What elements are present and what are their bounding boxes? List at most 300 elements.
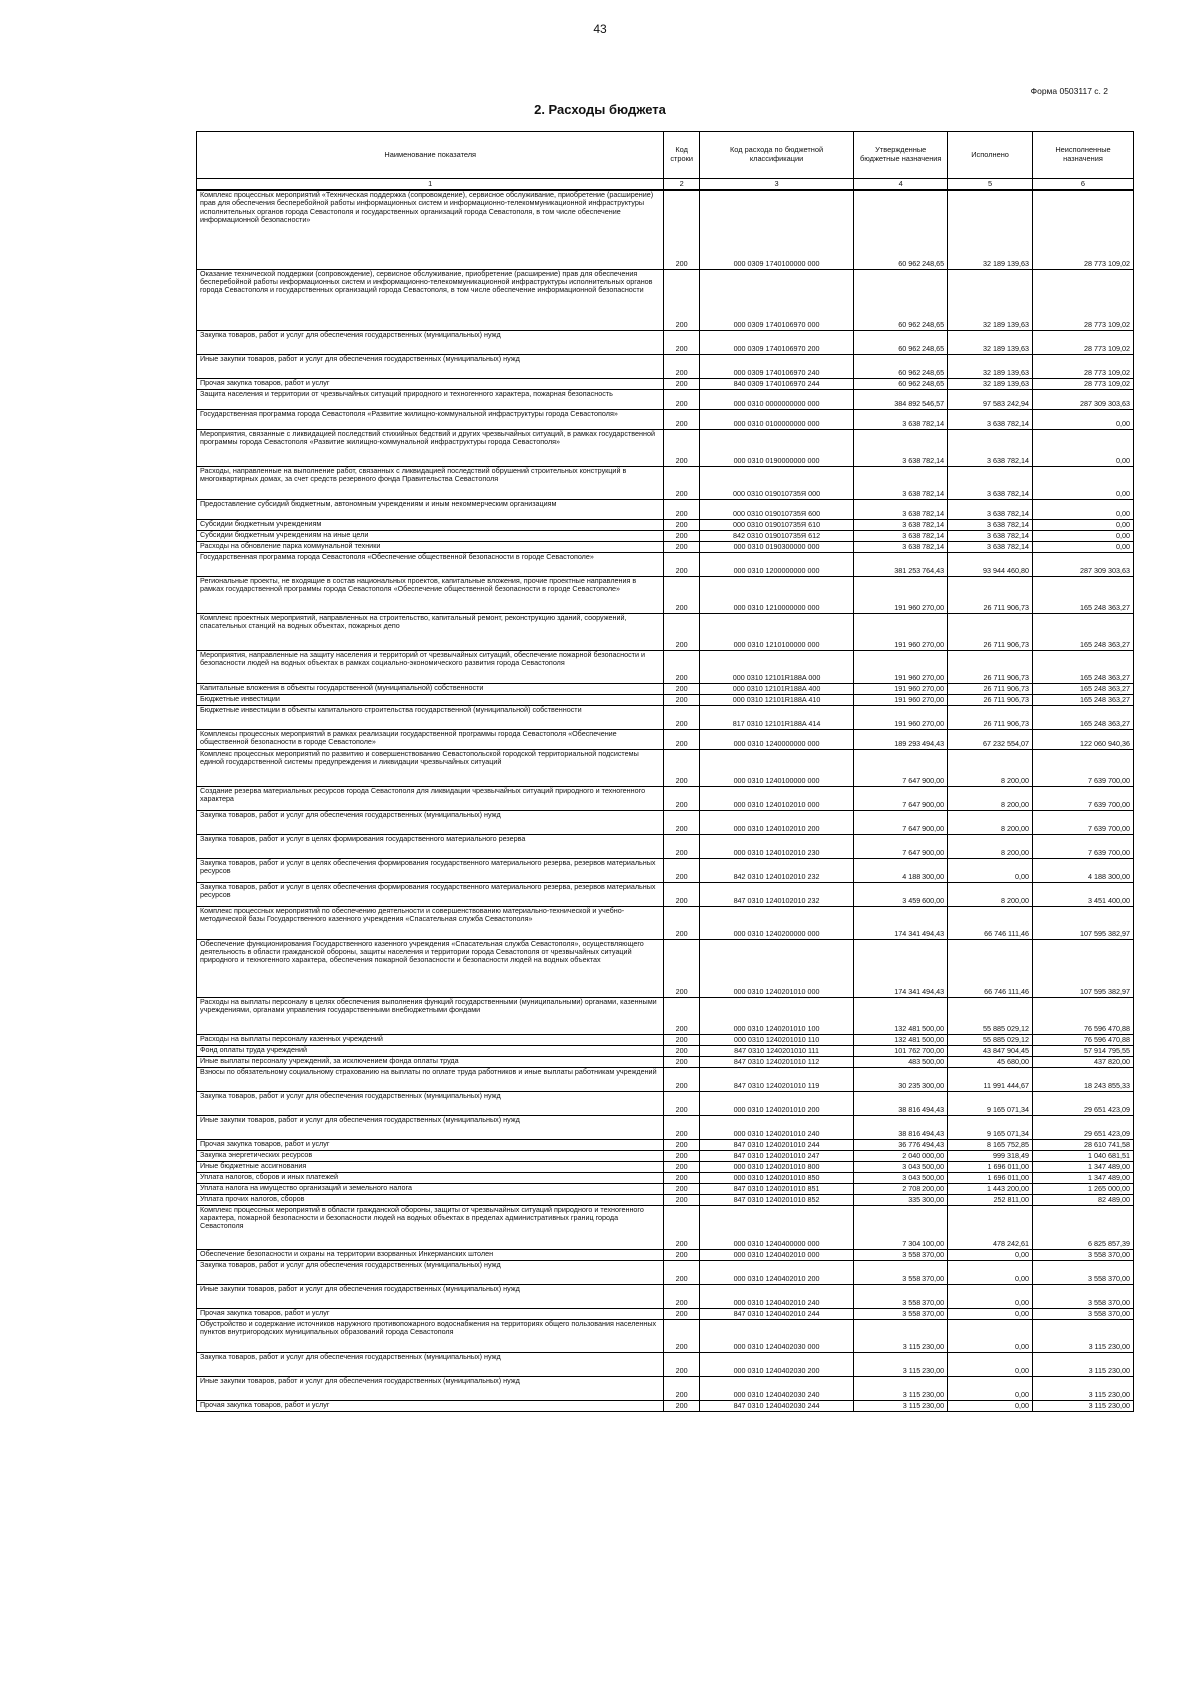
table-row: [197, 1194, 1134, 1205]
row-line-code: 200: [664, 466, 699, 499]
row-name: Закупка товаров, работ и услуг в целях обеспечения формирования государственного материального резерва, резервов материальных ресурсов: [197, 882, 664, 906]
table-row: [197, 882, 1134, 906]
row-executed: 26 711 906,73: [948, 576, 1033, 613]
row-executed: 0,00: [948, 1376, 1033, 1400]
row-name: Иные закупки товаров, работ и услуг для обеспечения государственных (муниципальных) нужд: [197, 354, 664, 378]
row-line-code: 200: [664, 354, 699, 378]
row-approved: 3 638 782,14: [854, 530, 948, 541]
row-approved: 191 960 270,00: [854, 683, 948, 694]
row-name: Защита населения и территории от чрезвычайных ситуаций природного и техногенного характера, пожарная безопасность: [197, 389, 664, 409]
row-classification-code: 817 0310 12101R188A 414: [699, 705, 853, 729]
row-line-code: 200: [664, 858, 699, 882]
row-executed: 11 991 444,67: [948, 1067, 1033, 1091]
row-approved: 60 962 248,65: [854, 354, 948, 378]
row-name: Иные бюджетные ассигнования: [197, 1161, 664, 1172]
row-executed: 1 443 200,00: [948, 1183, 1033, 1194]
row-line-code: 200: [664, 1067, 699, 1091]
row-name: Комплекс процессных мероприятий по развитию и совершенствованию Севастопольской городской территориальной подсистемы единой государственной системы предупреждения и ликвидации чрезвычайных ситуаций: [197, 749, 664, 786]
row-name: Мероприятия, направленные на защиту населения и территорий от чрезвычайных ситуаций, обеспечение пожарной безопасности и безопасности людей на водных объектах в рамках социально-экономического развития города Севастополя: [197, 650, 664, 683]
row-name: Комплекс процессных мероприятий по обеспечению деятельности и совершенствованию материально-технической и учебно-методической базы Государственного казенного учреждения «Спасательная служба Севастополя»: [197, 906, 664, 939]
row-unexecuted: 82 489,00: [1032, 1194, 1133, 1205]
row-unexecuted: 0,00: [1032, 409, 1133, 429]
row-unexecuted: 29 651 423,09: [1032, 1115, 1133, 1139]
table-row: [197, 1115, 1134, 1139]
row-classification-code: 000 0310 0190300000 000: [699, 541, 853, 552]
row-executed: 32 189 139,63: [948, 354, 1033, 378]
row-unexecuted: 287 309 303,63: [1032, 552, 1133, 576]
row-classification-code: 000 0310 1240201010 240: [699, 1115, 853, 1139]
row-name: Закупка товаров, работ и услуг для обеспечения государственных (муниципальных) нужд: [197, 1352, 664, 1376]
row-line-code: 200: [664, 1249, 699, 1260]
row-executed: 26 711 906,73: [948, 650, 1033, 683]
header-approved: Утвержденные бюджетные назначения: [854, 132, 948, 179]
row-name: Иные выплаты персоналу учреждений, за исключением фонда оплаты труда: [197, 1056, 664, 1067]
row-line-code: 200: [664, 1260, 699, 1284]
row-approved: 60 962 248,65: [854, 378, 948, 389]
row-unexecuted: 3 115 230,00: [1032, 1319, 1133, 1352]
table-row: [197, 1034, 1134, 1045]
row-line-code: 200: [664, 683, 699, 694]
row-name: Бюджетные инвестиции: [197, 694, 664, 705]
row-name: Уплата налогов, сборов и иных платежей: [197, 1172, 664, 1183]
row-executed: 66 746 111,46: [948, 906, 1033, 939]
row-name: Уплата налога на имущество организаций и земельного налога: [197, 1183, 664, 1194]
table-row: [197, 705, 1134, 729]
row-unexecuted: 0,00: [1032, 519, 1133, 530]
table-row: [197, 1139, 1134, 1150]
row-classification-code: 000 0310 1240000000 000: [699, 729, 853, 749]
row-executed: 3 638 782,14: [948, 541, 1033, 552]
table-row: [197, 683, 1134, 694]
row-approved: 4 188 300,00: [854, 858, 948, 882]
row-line-code: 200: [664, 1376, 699, 1400]
row-executed: 0,00: [948, 1308, 1033, 1319]
row-name: Создание резерва материальных ресурсов города Севастополя для ликвидации чрезвычайных ситуаций природного и техногенного характера: [197, 786, 664, 810]
row-name: Закупка товаров, работ и услуг для обеспечения государственных (муниципальных) нужд: [197, 1091, 664, 1115]
row-executed: 32 189 139,63: [948, 378, 1033, 389]
row-name: Закупка товаров, работ и услуг для обеспечения государственных (муниципальных) нужд: [197, 810, 664, 834]
row-line-code: 200: [664, 1194, 699, 1205]
header-unexecuted: Неисполненные назначения: [1032, 132, 1133, 179]
row-approved: 132 481 500,00: [854, 997, 948, 1034]
row-unexecuted: 28 773 109,02: [1032, 190, 1133, 269]
row-line-code: 200: [664, 429, 699, 466]
row-approved: 174 341 494,43: [854, 906, 948, 939]
row-executed: 9 165 071,34: [948, 1115, 1033, 1139]
row-name: Субсидии бюджетным учреждениям: [197, 519, 664, 530]
row-classification-code: 842 0310 1240102010 232: [699, 858, 853, 882]
form-code: Форма 0503117 с. 2: [1030, 86, 1108, 96]
row-name: Иные закупки товаров, работ и услуг для обеспечения государственных (муниципальных) нужд: [197, 1376, 664, 1400]
row-approved: 38 816 494,43: [854, 1091, 948, 1115]
row-line-code: 200: [664, 1139, 699, 1150]
row-unexecuted: 3 115 230,00: [1032, 1352, 1133, 1376]
row-line-code: 200: [664, 499, 699, 519]
row-unexecuted: 18 243 855,33: [1032, 1067, 1133, 1091]
row-classification-code: 000 0310 12101R188A 410: [699, 694, 853, 705]
budget-expenses-table: [196, 131, 1134, 1412]
table-row: [197, 1205, 1134, 1249]
row-classification-code: 000 0310 12101R188A 400: [699, 683, 853, 694]
row-unexecuted: 7 639 700,00: [1032, 786, 1133, 810]
row-line-code: 200: [664, 1183, 699, 1194]
row-name: Прочая закупка товаров, работ и услуг: [197, 378, 664, 389]
row-line-code: 200: [664, 1091, 699, 1115]
table-row: [197, 939, 1134, 997]
table-row: [197, 499, 1134, 519]
table-row: [197, 552, 1134, 576]
row-approved: 3 558 370,00: [854, 1308, 948, 1319]
row-executed: 1 696 011,00: [948, 1161, 1033, 1172]
row-line-code: 200: [664, 1400, 699, 1411]
row-approved: 3 459 600,00: [854, 882, 948, 906]
row-classification-code: 000 0310 019010735Я 600: [699, 499, 853, 519]
row-classification-code: 000 0310 1240402010 240: [699, 1284, 853, 1308]
row-approved: 3 638 782,14: [854, 409, 948, 429]
table-row: [197, 1319, 1134, 1352]
row-executed: 26 711 906,73: [948, 705, 1033, 729]
row-name: Обустройство и содержание источников наружного противопожарного водоснабжения на территориях общего пользования населенных пунктов внутригородских муниципальных образований города Севастополя: [197, 1319, 664, 1352]
row-name: Расходы на выплаты персоналу в целях обеспечения выполнения функций государственными (муниципальными) органами, казенными учреждениями, органами управления государственными внебюджетными фондами: [197, 997, 664, 1034]
row-line-code: 200: [664, 1150, 699, 1161]
row-approved: 3 638 782,14: [854, 541, 948, 552]
row-unexecuted: 1 265 000,00: [1032, 1183, 1133, 1194]
table-row: [197, 409, 1134, 429]
column-number: 5: [948, 179, 1033, 191]
row-unexecuted: 7 639 700,00: [1032, 749, 1133, 786]
row-line-code: 200: [664, 190, 699, 269]
row-name: Прочая закупка товаров, работ и услуг: [197, 1400, 664, 1411]
row-name: Фонд оплаты труда учреждений: [197, 1045, 664, 1056]
row-unexecuted: 122 060 940,36: [1032, 729, 1133, 749]
column-number: 3: [699, 179, 853, 191]
row-executed: 0,00: [948, 1352, 1033, 1376]
row-unexecuted: 107 595 382,97: [1032, 906, 1133, 939]
row-unexecuted: 3 451 400,00: [1032, 882, 1133, 906]
table-row: [197, 810, 1134, 834]
row-classification-code: 000 0309 1740100000 000: [699, 190, 853, 269]
row-classification-code: 000 0310 1240400000 000: [699, 1205, 853, 1249]
row-name: Капитальные вложения в объекты государственной (муниципальной) собственности: [197, 683, 664, 694]
row-line-code: 200: [664, 906, 699, 939]
row-approved: 335 300,00: [854, 1194, 948, 1205]
row-executed: 3 638 782,14: [948, 519, 1033, 530]
row-unexecuted: 165 248 363,27: [1032, 576, 1133, 613]
row-unexecuted: 0,00: [1032, 429, 1133, 466]
row-unexecuted: 287 309 303,63: [1032, 389, 1133, 409]
row-unexecuted: 0,00: [1032, 541, 1133, 552]
row-approved: 191 960 270,00: [854, 650, 948, 683]
row-executed: 999 318,49: [948, 1150, 1033, 1161]
row-line-code: 200: [664, 552, 699, 576]
row-name: Взносы по обязательному социальному страхованию на выплаты по оплате труда работников и иные выплаты работникам учреждений: [197, 1067, 664, 1091]
row-approved: 132 481 500,00: [854, 1034, 948, 1045]
row-unexecuted: 57 914 795,55: [1032, 1045, 1133, 1056]
row-line-code: 200: [664, 729, 699, 749]
row-approved: 60 962 248,65: [854, 190, 948, 269]
row-executed: 0,00: [948, 1260, 1033, 1284]
row-executed: 3 638 782,14: [948, 530, 1033, 541]
row-approved: 2 040 000,00: [854, 1150, 948, 1161]
row-approved: 7 647 900,00: [854, 786, 948, 810]
row-approved: 3 638 782,14: [854, 499, 948, 519]
row-name: Оказание технической поддержки (сопровождение), сервисное обслуживание, приобретение (расширение) прав для обеспечения бесперебойной работы информационных систем и информационно-телекоммуникационной инфраструктуры исполнительных органов города Севастополя и государственных организаций города Севастополя, в том числе обеспечение информационной безопасности: [197, 269, 664, 330]
row-line-code: 200: [664, 997, 699, 1034]
row-unexecuted: 107 595 382,97: [1032, 939, 1133, 997]
row-classification-code: 000 0310 1240201010 110: [699, 1034, 853, 1045]
row-approved: 2 708 200,00: [854, 1183, 948, 1194]
table-row: [197, 354, 1134, 378]
row-executed: 32 189 139,63: [948, 190, 1033, 269]
row-classification-code: 847 0310 1240402030 244: [699, 1400, 853, 1411]
row-approved: 174 341 494,43: [854, 939, 948, 997]
table-row: [197, 997, 1134, 1034]
row-classification-code: 000 0310 1240102010 230: [699, 834, 853, 858]
row-classification-code: 000 0309 1740106970 000: [699, 269, 853, 330]
row-name: Обеспечение безопасности и охраны на территории взорванных Инкерманских штолен: [197, 1249, 664, 1260]
row-line-code: 200: [664, 834, 699, 858]
row-executed: 26 711 906,73: [948, 613, 1033, 650]
row-classification-code: 847 0310 1240201010 247: [699, 1150, 853, 1161]
table-row: [197, 1400, 1134, 1411]
row-executed: 93 944 460,80: [948, 552, 1033, 576]
row-executed: 3 638 782,14: [948, 429, 1033, 466]
row-executed: 8 200,00: [948, 810, 1033, 834]
row-classification-code: 847 0310 1240201010 111: [699, 1045, 853, 1056]
row-approved: 3 115 230,00: [854, 1352, 948, 1376]
row-line-code: 200: [664, 541, 699, 552]
row-executed: 9 165 071,34: [948, 1091, 1033, 1115]
row-line-code: 200: [664, 409, 699, 429]
table-row: [197, 906, 1134, 939]
row-line-code: 200: [664, 1161, 699, 1172]
row-approved: 3 115 230,00: [854, 1319, 948, 1352]
row-unexecuted: 165 248 363,27: [1032, 694, 1133, 705]
row-classification-code: 000 0310 1240201010 100: [699, 997, 853, 1034]
row-name: Региональные проекты, не входящие в состав национальных проектов, капитальные вложения, прочие проектные направления в рамках государственной программы города Севастополя «Обеспечение общественной безопасности в городе Севастополе»: [197, 576, 664, 613]
row-executed: 252 811,00: [948, 1194, 1033, 1205]
row-unexecuted: 76 596 470,88: [1032, 1034, 1133, 1045]
table-row: [197, 694, 1134, 705]
row-executed: 32 189 139,63: [948, 269, 1033, 330]
table-row: [197, 858, 1134, 882]
table-row: [197, 1161, 1134, 1172]
row-line-code: 200: [664, 694, 699, 705]
header-line-code: Код строки: [664, 132, 699, 179]
row-unexecuted: 28 773 109,02: [1032, 269, 1133, 330]
row-unexecuted: 165 248 363,27: [1032, 613, 1133, 650]
row-line-code: 200: [664, 389, 699, 409]
row-line-code: 200: [664, 939, 699, 997]
row-line-code: 200: [664, 330, 699, 354]
row-approved: 7 647 900,00: [854, 810, 948, 834]
row-approved: 38 816 494,43: [854, 1115, 948, 1139]
row-executed: 0,00: [948, 1400, 1033, 1411]
column-number: 2: [664, 179, 699, 191]
row-executed: 55 885 029,12: [948, 997, 1033, 1034]
row-unexecuted: 1 040 681,51: [1032, 1150, 1133, 1161]
row-unexecuted: 165 248 363,27: [1032, 705, 1133, 729]
row-line-code: 200: [664, 882, 699, 906]
row-unexecuted: 1 347 489,00: [1032, 1161, 1133, 1172]
row-approved: 3 558 370,00: [854, 1249, 948, 1260]
row-classification-code: 000 0310 1240402010 000: [699, 1249, 853, 1260]
row-approved: 60 962 248,65: [854, 269, 948, 330]
row-unexecuted: 1 347 489,00: [1032, 1172, 1133, 1183]
row-classification-code: 000 0310 1210100000 000: [699, 613, 853, 650]
row-name: Государственная программа города Севастополя «Развитие жилищно-коммунальной инфраструктуры города Севастополя»: [197, 409, 664, 429]
row-line-code: 200: [664, 1056, 699, 1067]
row-classification-code: 000 0310 0100000000 000: [699, 409, 853, 429]
row-name: Закупка товаров, работ и услуг для обеспечения государственных (муниципальных) нужд: [197, 1260, 664, 1284]
row-classification-code: 000 0310 1240402030 240: [699, 1376, 853, 1400]
row-classification-code: 000 0310 1240102010 000: [699, 786, 853, 810]
row-executed: 478 242,61: [948, 1205, 1033, 1249]
row-name: Мероприятия, связанные с ликвидацией последствий стихийных бедствий и других чрезвычайных ситуаций, в рамках государственной программы города Севастополя «Развитие жилищно-коммунальной инфраструктуры города Севастополя»: [197, 429, 664, 466]
row-classification-code: 847 0310 1240102010 232: [699, 882, 853, 906]
row-approved: 3 558 370,00: [854, 1284, 948, 1308]
row-line-code: 200: [664, 576, 699, 613]
column-number-row: [197, 179, 1134, 191]
row-unexecuted: 165 248 363,27: [1032, 683, 1133, 694]
row-line-code: 200: [664, 530, 699, 541]
column-number: 4: [854, 179, 948, 191]
row-classification-code: 847 0310 1240402010 244: [699, 1308, 853, 1319]
row-line-code: 200: [664, 1284, 699, 1308]
row-classification-code: 000 0310 1240201010 850: [699, 1172, 853, 1183]
row-name: Прочая закупка товаров, работ и услуг: [197, 1308, 664, 1319]
row-executed: 8 200,00: [948, 834, 1033, 858]
row-line-code: 200: [664, 1352, 699, 1376]
row-unexecuted: 28 773 109,02: [1032, 378, 1133, 389]
row-name: Иные закупки товаров, работ и услуг для обеспечения государственных (муниципальных) нужд: [197, 1115, 664, 1139]
row-classification-code: 000 0309 1740106970 240: [699, 354, 853, 378]
row-name: Государственная программа города Севастополя «Обеспечение общественной безопасности в городе Севастополе»: [197, 552, 664, 576]
table-row: [197, 519, 1134, 530]
row-name: Расходы на обновление парка коммунальной техники: [197, 541, 664, 552]
row-executed: 97 583 242,94: [948, 389, 1033, 409]
table-row: [197, 466, 1134, 499]
row-name: Субсидии бюджетным учреждениям на иные цели: [197, 530, 664, 541]
row-line-code: 200: [664, 650, 699, 683]
table-row: [197, 190, 1134, 269]
row-approved: 36 776 494,43: [854, 1139, 948, 1150]
table-row: [197, 749, 1134, 786]
row-classification-code: 842 0310 019010735Я 612: [699, 530, 853, 541]
row-name: Прочая закупка товаров, работ и услуг: [197, 1139, 664, 1150]
row-executed: 32 189 139,63: [948, 330, 1033, 354]
table-row: [197, 650, 1134, 683]
row-executed: 26 711 906,73: [948, 694, 1033, 705]
row-approved: 191 960 270,00: [854, 705, 948, 729]
row-approved: 483 500,00: [854, 1056, 948, 1067]
row-executed: 8 200,00: [948, 786, 1033, 810]
table-row: [197, 1284, 1134, 1308]
header-classification-code: Код расхода по бюджетной классификации: [699, 132, 853, 179]
table-row: [197, 1172, 1134, 1183]
row-executed: 1 696 011,00: [948, 1172, 1033, 1183]
row-unexecuted: 28 773 109,02: [1032, 330, 1133, 354]
row-name: Комплекс процессных мероприятий в области гражданской обороны, защиты от чрезвычайных ситуаций природного и техногенного характера, пожарной безопасности и безопасности людей на водных объектах в пределах административных границ города Севастополя: [197, 1205, 664, 1249]
row-classification-code: 000 0310 1240402030 200: [699, 1352, 853, 1376]
row-approved: 3 558 370,00: [854, 1260, 948, 1284]
row-approved: 3 638 782,14: [854, 519, 948, 530]
row-executed: 66 746 111,46: [948, 939, 1033, 997]
row-classification-code: 000 0309 1740106970 200: [699, 330, 853, 354]
row-approved: 7 304 100,00: [854, 1205, 948, 1249]
row-unexecuted: 7 639 700,00: [1032, 810, 1133, 834]
row-classification-code: 000 0310 1240201010 000: [699, 939, 853, 997]
row-line-code: 200: [664, 1045, 699, 1056]
row-classification-code: 000 0310 1210000000 000: [699, 576, 853, 613]
row-executed: 3 638 782,14: [948, 466, 1033, 499]
row-name: Комплекс проектных мероприятий, направленных на строительство, капитальный ремонт, реконструкцию зданий, сооружений, спасательных станций на водных объектах, пожарных депо: [197, 613, 664, 650]
table-header-row: [197, 132, 1134, 179]
table-row: [197, 541, 1134, 552]
row-classification-code: 847 0310 1240201010 244: [699, 1139, 853, 1150]
row-executed: 0,00: [948, 1319, 1033, 1352]
row-approved: 3 043 500,00: [854, 1172, 948, 1183]
table-body: [197, 190, 1134, 1411]
row-approved: 191 960 270,00: [854, 576, 948, 613]
row-unexecuted: 0,00: [1032, 466, 1133, 499]
row-unexecuted: 3 115 230,00: [1032, 1400, 1133, 1411]
row-unexecuted: 6 825 857,39: [1032, 1205, 1133, 1249]
row-approved: 191 960 270,00: [854, 694, 948, 705]
row-unexecuted: 3 115 230,00: [1032, 1376, 1133, 1400]
row-name: Комплекс процессных мероприятий «Техническая поддержка (сопровождение), сервисное обслуживание, приобретение (расширение) прав для обеспечения бесперебойной работы информационных систем и информационно-телекоммуникационной инфраструктуры исполнительных органов города Севастополя и государственных организаций города Севастополя, в том числе обеспечение информационной безопасности»: [197, 190, 664, 269]
column-number: 1: [197, 179, 664, 191]
row-name: Уплата прочих налогов, сборов: [197, 1194, 664, 1205]
row-approved: 3 043 500,00: [854, 1161, 948, 1172]
row-line-code: 200: [664, 1319, 699, 1352]
row-executed: 8 200,00: [948, 882, 1033, 906]
row-name: Закупка товаров, работ и услуг в целях обеспечения формирования государственного материального резерва, резервов материальных ресурсов: [197, 858, 664, 882]
row-classification-code: 000 0310 1240201010 200: [699, 1091, 853, 1115]
table-row: [197, 834, 1134, 858]
header-executed: Исполнено: [948, 132, 1033, 179]
row-classification-code: 000 0310 12101R188A 000: [699, 650, 853, 683]
table-row: [197, 1056, 1134, 1067]
row-unexecuted: 4 188 300,00: [1032, 858, 1133, 882]
row-line-code: 200: [664, 1308, 699, 1319]
row-executed: 55 885 029,12: [948, 1034, 1033, 1045]
row-approved: 7 647 900,00: [854, 834, 948, 858]
row-unexecuted: 165 248 363,27: [1032, 650, 1133, 683]
row-unexecuted: 3 558 370,00: [1032, 1260, 1133, 1284]
row-classification-code: 000 0310 1240200000 000: [699, 906, 853, 939]
row-unexecuted: 3 558 370,00: [1032, 1249, 1133, 1260]
row-approved: 384 892 546,57: [854, 389, 948, 409]
row-approved: 3 638 782,14: [854, 429, 948, 466]
row-approved: 3 115 230,00: [854, 1376, 948, 1400]
section-title: 2. Расходы бюджета: [534, 102, 666, 117]
table-row: [197, 1183, 1134, 1194]
row-classification-code: 000 0310 1240201010 800: [699, 1161, 853, 1172]
row-executed: 45 680,00: [948, 1056, 1033, 1067]
row-name: Иные закупки товаров, работ и услуг для обеспечения государственных (муниципальных) нужд: [197, 1284, 664, 1308]
row-name: Предоставление субсидий бюджетным, автономным учреждениям и иным некоммерческим организациям: [197, 499, 664, 519]
row-line-code: 200: [664, 613, 699, 650]
row-executed: 0,00: [948, 858, 1033, 882]
row-approved: 381 253 764,43: [854, 552, 948, 576]
row-name: Расходы, направленные на выполнение работ, связанных с ликвидацией последствий обрушений строительных конструкций в многоквартирных домах, за счет средств резервного фонда Правительства Севастополя: [197, 466, 664, 499]
row-line-code: 200: [664, 810, 699, 834]
table-row: [197, 1150, 1134, 1161]
row-name: Комплексы процессных мероприятий в рамках реализации государственной программы города Севастополя «Обеспечение общественной безопасности в городе Севастополе»: [197, 729, 664, 749]
row-name: Закупка товаров, работ и услуг в целях формирования государственного материального резерва: [197, 834, 664, 858]
table-row: [197, 1067, 1134, 1091]
